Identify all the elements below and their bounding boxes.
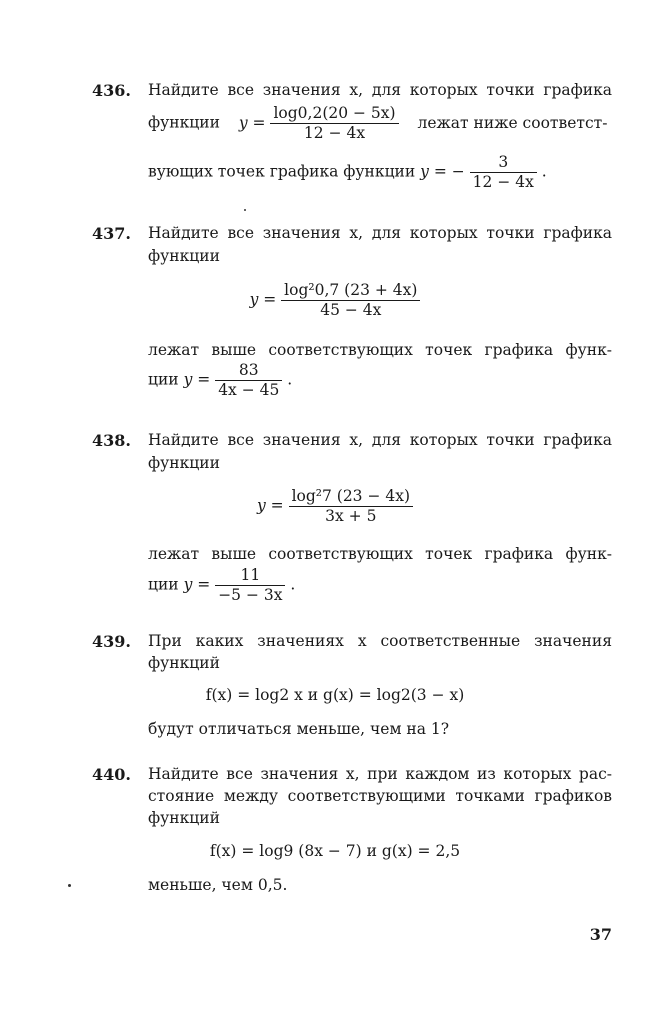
fraction-denominator: −5 − 3x xyxy=(218,586,283,604)
problem-437-line4-prefix: ции xyxy=(148,370,179,389)
problem-436-y-eq: y = xyxy=(238,113,266,132)
problem-440-line4: меньше, чем 0,5. xyxy=(148,876,288,894)
problem-437-number: 437. xyxy=(92,224,131,243)
problem-439-number: 439. xyxy=(92,632,131,651)
problem-436-line3-prefix: вующих точек графика функции xyxy=(148,162,416,181)
page-number: 37 xyxy=(589,925,612,944)
problem-437-fraction xyxy=(281,281,420,320)
problem-440-number: 440. xyxy=(92,765,131,784)
fraction-numerator: 3 xyxy=(470,153,537,173)
problem-436-y-eq2: y = − xyxy=(420,162,465,181)
problem-437-y-eq2: y = xyxy=(183,370,211,389)
problem-438-line4 xyxy=(148,566,612,605)
problem-437-line3: лежат выше соответствующих точек графика функ- xyxy=(148,341,612,359)
problem-438-y-eq: y = xyxy=(256,496,284,515)
fraction-numerator: log²0,7 (23 + 4x) xyxy=(281,281,420,301)
fraction-denominator: 12 − 4x xyxy=(472,173,534,191)
problem-438-y-eq2: y = xyxy=(183,575,211,594)
problem-440-line2: стояние между соответствующими точками графиков xyxy=(148,787,612,805)
scan-speck xyxy=(244,209,246,211)
problem-436-line2 xyxy=(148,104,612,143)
problem-438-line2: функции xyxy=(148,454,220,472)
problem-438-fraction2 xyxy=(215,566,285,605)
fraction-numerator: 11 xyxy=(215,566,285,586)
problem-438-formula xyxy=(0,487,670,526)
fraction-numerator: log0,2(20 − 5x) xyxy=(270,104,398,124)
problem-436-number: 436. xyxy=(92,81,131,100)
fraction-denominator: 4x − 45 xyxy=(218,381,280,399)
fraction-denominator: 45 − 4x xyxy=(320,301,382,319)
problem-437-line1: Найдите все значения x, для которых точки графика xyxy=(148,224,612,242)
problem-437-line4 xyxy=(148,361,612,400)
problem-440-line3: функций xyxy=(148,809,220,827)
fraction-denominator: 12 − 4x xyxy=(303,124,366,142)
problem-437-y-eq: y = xyxy=(249,290,277,309)
problem-436-func-prefix: функции xyxy=(148,113,220,132)
problem-436-func-suffix: лежат ниже соответст- xyxy=(417,113,608,132)
fraction-denominator: 3x + 5 xyxy=(325,507,377,525)
problem-440-line1: Найдите все значения x, при каждом из которых рас- xyxy=(148,765,612,783)
problem-439-line3: будут отличаться меньше, чем на 1? xyxy=(148,720,450,738)
problem-436-line1: Найдите все значения x, для которых точки графика xyxy=(148,81,612,99)
problem-436-line3 xyxy=(148,153,612,192)
problem-439-line2: функций xyxy=(148,654,220,672)
problem-437-line2: функции xyxy=(148,247,220,265)
problem-440-formula: f(x) = log9 (8x − 7) и g(x) = 2,5 xyxy=(209,842,461,860)
problem-439-line1: При каких значениях x соответственные значения xyxy=(148,632,612,650)
problem-438-line3: лежат выше соответствующих точек графика функ- xyxy=(148,545,612,563)
problem-438-line1: Найдите все значения x, для которых точки графика xyxy=(148,431,612,449)
problem-438-fraction xyxy=(289,487,413,526)
problem-436-fraction2 xyxy=(470,153,537,192)
problem-437-fraction2 xyxy=(215,361,282,400)
scan-speck xyxy=(68,884,71,887)
problem-437-formula xyxy=(0,281,670,320)
problem-438-number: 438. xyxy=(92,431,131,450)
period: . xyxy=(290,575,296,594)
problem-436-fraction xyxy=(270,104,398,143)
problem-439-formula: f(x) = log2 x и g(x) = log2(3 − x) xyxy=(205,686,465,704)
period: . xyxy=(541,162,547,181)
fraction-numerator: 83 xyxy=(215,361,282,381)
fraction-numerator: log²7 (23 − 4x) xyxy=(289,487,413,507)
period: . xyxy=(287,370,293,389)
problem-438-line4-prefix: ции xyxy=(148,575,179,594)
